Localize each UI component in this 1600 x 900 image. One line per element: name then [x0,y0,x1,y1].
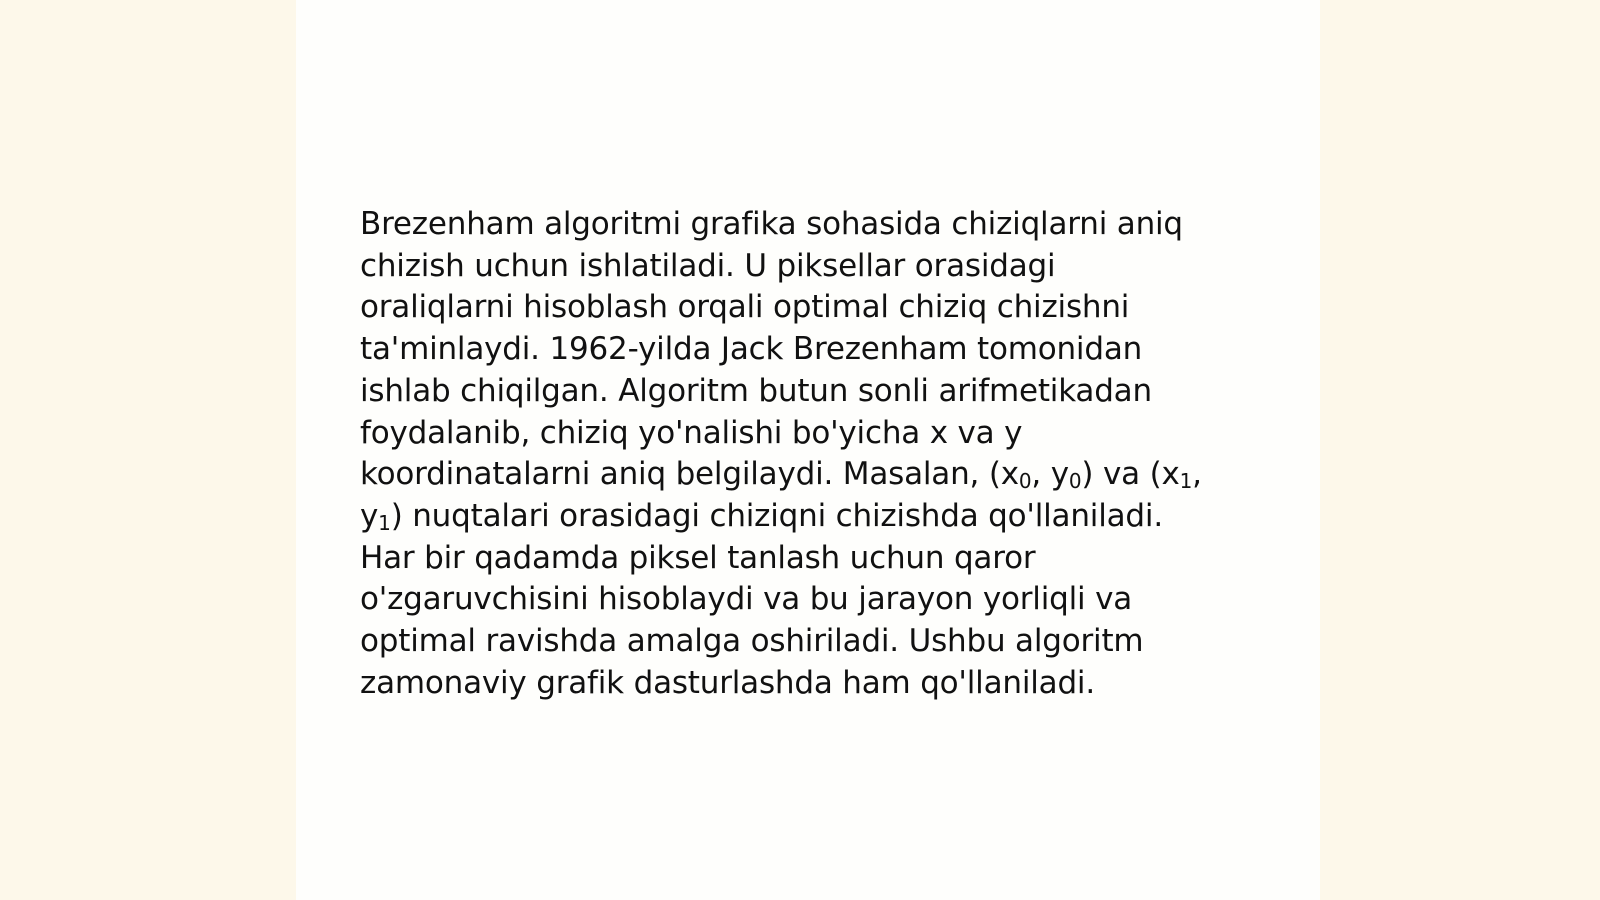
text-line: foydalanib, chiziq yo'nalishi bo'yicha x va y [360,414,1023,451]
text-line: zamonaviy grafik dasturlashda ham qo'llaniladi. [360,664,1095,701]
subscript: 1 [378,510,391,535]
slide [296,0,1320,900]
text-fragment: y [360,497,379,534]
text-line: Brezenham algoritmi grafika sohasida chiziqlarni aniq [360,206,1183,242]
text-line: o'zgaruvchisini hisoblaydi va bu jarayon yorliqli va [360,581,1133,618]
text-line: chizish uchun ishlatiladi. U piksellar orasidagi [360,247,1056,284]
text-line-points [360,496,1260,538]
text-fragment: , [1192,456,1202,493]
text-fragment: ) nuqtalari orasidagi chiziqni chizishda qo'llaniladi. [390,497,1163,534]
text-fragment: , y [1031,456,1069,493]
subscript: 0 [1068,469,1082,494]
text-fragment: koordinatalarni aniq belgilaydi. Masalan, (x [360,456,1019,493]
slide-body-text [360,204,1260,704]
text-line-coordinates [360,454,1260,496]
text-line: oraliqlarni hisoblash orqali optimal chiziq chizishni [360,289,1130,326]
subscript: 0 [1018,469,1032,494]
text-line: optimal ravishda amalga oshiriladi. Ushbu algoritm [360,623,1144,660]
subscript: 1 [1179,469,1193,494]
text-line: ta'minlaydi. 1962-yilda Jack Brezenham tomonidan [360,331,1143,368]
text-line: Har bir qadamda piksel tanlash uchun qaror [360,539,1036,576]
text-line: ishlab chiqilgan. Algoritm butun sonli arifmetikadan [360,372,1152,409]
text-fragment: ) va (x [1081,456,1180,493]
